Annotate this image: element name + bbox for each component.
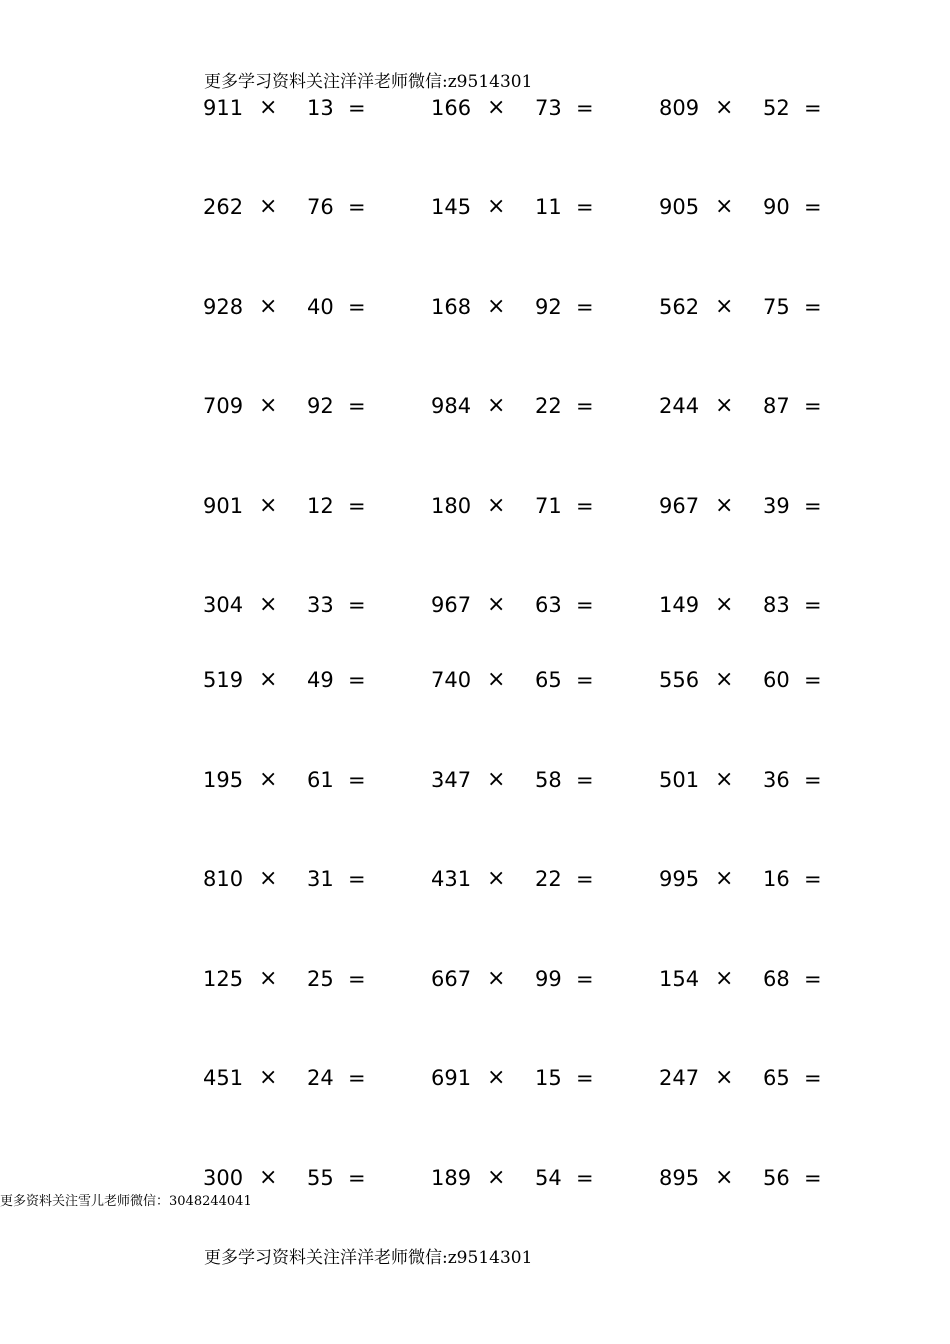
multiplicand: 667 <box>431 967 472 991</box>
multiplicand: 304 <box>203 593 244 617</box>
multiplicand: 451 <box>203 1066 244 1090</box>
times-sign: × <box>487 1065 506 1090</box>
times-sign: × <box>259 966 278 991</box>
times-sign: × <box>259 592 278 617</box>
times-sign: × <box>259 393 278 418</box>
multiplier: 25 <box>307 967 334 991</box>
times-sign: × <box>715 667 734 692</box>
multiplicand: 995 <box>659 867 700 891</box>
equals-sign: = <box>804 494 822 518</box>
multiplicand: 501 <box>659 768 700 792</box>
equals-sign: = <box>576 668 594 692</box>
equals-sign: = <box>804 867 822 891</box>
times-sign: × <box>487 493 506 518</box>
times-sign: × <box>715 1165 734 1190</box>
multiplicand: 166 <box>431 96 472 120</box>
multiplier: 56 <box>763 1166 790 1190</box>
equals-sign: = <box>576 394 594 418</box>
problem-row <box>0 1063 950 1093</box>
equals-sign: = <box>348 593 366 617</box>
times-sign: × <box>487 592 506 617</box>
multiplier: 49 <box>307 668 334 692</box>
equals-sign: = <box>804 195 822 219</box>
multiplicand: 145 <box>431 195 472 219</box>
equals-sign: = <box>576 1066 594 1090</box>
multiplicand: 247 <box>659 1066 700 1090</box>
times-sign: × <box>715 95 734 120</box>
equals-sign: = <box>576 295 594 319</box>
multiplicand: 984 <box>431 394 472 418</box>
times-sign: × <box>715 194 734 219</box>
equals-sign: = <box>576 96 594 120</box>
times-sign: × <box>259 1165 278 1190</box>
times-sign: × <box>715 493 734 518</box>
times-sign: × <box>487 866 506 891</box>
multiplicand: 347 <box>431 768 472 792</box>
multiplicand: 967 <box>659 494 700 518</box>
multiplier: 63 <box>535 593 562 617</box>
multiplicand: 149 <box>659 593 700 617</box>
equals-sign: = <box>576 494 594 518</box>
multiplier: 16 <box>763 867 790 891</box>
multiplicand: 195 <box>203 768 244 792</box>
equals-sign: = <box>348 668 366 692</box>
multiplicand: 709 <box>203 394 244 418</box>
equals-sign: = <box>576 195 594 219</box>
multiplier: 71 <box>535 494 562 518</box>
times-sign: × <box>715 866 734 891</box>
problem-row <box>0 292 950 322</box>
multiplier: 75 <box>763 295 790 319</box>
times-sign: × <box>259 493 278 518</box>
multiplicand: 180 <box>431 494 472 518</box>
multiplicand: 556 <box>659 668 700 692</box>
times-sign: × <box>487 767 506 792</box>
times-sign: × <box>259 767 278 792</box>
multiplier: 73 <box>535 96 562 120</box>
multiplicand: 262 <box>203 195 244 219</box>
equals-sign: = <box>348 1066 366 1090</box>
multiplier: 52 <box>763 96 790 120</box>
times-sign: × <box>487 294 506 319</box>
equals-sign: = <box>576 1166 594 1190</box>
equals-sign: = <box>348 867 366 891</box>
equals-sign: = <box>348 195 366 219</box>
equals-sign: = <box>348 768 366 792</box>
times-sign: × <box>715 966 734 991</box>
equals-sign: = <box>804 1066 822 1090</box>
multiplier: 33 <box>307 593 334 617</box>
multiplier: 24 <box>307 1066 334 1090</box>
times-sign: × <box>487 966 506 991</box>
problem-row <box>0 491 950 521</box>
times-sign: × <box>715 592 734 617</box>
multiplicand: 740 <box>431 668 472 692</box>
equals-sign: = <box>804 394 822 418</box>
multiplier: 11 <box>535 195 562 219</box>
multiplier: 90 <box>763 195 790 219</box>
times-sign: × <box>715 1065 734 1090</box>
problem-row <box>0 391 950 421</box>
multiplicand: 431 <box>431 867 472 891</box>
times-sign: × <box>487 95 506 120</box>
multiplier: 22 <box>535 867 562 891</box>
multiplier: 39 <box>763 494 790 518</box>
multiplier: 12 <box>307 494 334 518</box>
problem-row <box>0 93 950 123</box>
header-note: 更多学习资料关注洋洋老师微信:z9514301 <box>204 72 533 92</box>
multiplier: 60 <box>763 668 790 692</box>
multiplier: 61 <box>307 768 334 792</box>
problem-row <box>0 765 950 795</box>
multiplicand: 519 <box>203 668 244 692</box>
equals-sign: = <box>576 867 594 891</box>
times-sign: × <box>715 294 734 319</box>
multiplicand: 168 <box>431 295 472 319</box>
problem-row <box>0 665 950 695</box>
equals-sign: = <box>348 1166 366 1190</box>
problem-row <box>0 964 950 994</box>
multiplicand: 300 <box>203 1166 244 1190</box>
multiplier: 87 <box>763 394 790 418</box>
equals-sign: = <box>348 295 366 319</box>
times-sign: × <box>259 294 278 319</box>
multiplier: 68 <box>763 967 790 991</box>
multiplicand: 809 <box>659 96 700 120</box>
multiplicand: 967 <box>431 593 472 617</box>
multiplicand: 901 <box>203 494 244 518</box>
multiplier: 83 <box>763 593 790 617</box>
footer-note: 更多学习资料关注洋洋老师微信:z9514301 <box>204 1248 533 1268</box>
multiplicand: 810 <box>203 867 244 891</box>
multiplicand: 905 <box>659 195 700 219</box>
multiplier: 65 <box>535 668 562 692</box>
multiplier: 65 <box>763 1066 790 1090</box>
multiplier: 99 <box>535 967 562 991</box>
equals-sign: = <box>348 96 366 120</box>
times-sign: × <box>715 767 734 792</box>
equals-sign: = <box>576 593 594 617</box>
problem-row <box>0 590 950 620</box>
multiplicand: 562 <box>659 295 700 319</box>
equals-sign: = <box>348 967 366 991</box>
multiplicand: 911 <box>203 96 244 120</box>
equals-sign: = <box>804 1166 822 1190</box>
times-sign: × <box>259 95 278 120</box>
equals-sign: = <box>804 593 822 617</box>
multiplicand: 895 <box>659 1166 700 1190</box>
times-sign: × <box>487 393 506 418</box>
equals-sign: = <box>804 668 822 692</box>
multiplier: 36 <box>763 768 790 792</box>
times-sign: × <box>259 1065 278 1090</box>
equals-sign: = <box>804 96 822 120</box>
times-sign: × <box>259 866 278 891</box>
equals-sign: = <box>576 967 594 991</box>
multiplicand: 154 <box>659 967 700 991</box>
multiplier: 58 <box>535 768 562 792</box>
problem-row <box>0 192 950 222</box>
equals-sign: = <box>804 295 822 319</box>
times-sign: × <box>259 194 278 219</box>
multiplier: 92 <box>307 394 334 418</box>
times-sign: × <box>487 667 506 692</box>
times-sign: × <box>487 194 506 219</box>
equals-sign: = <box>348 494 366 518</box>
times-sign: × <box>259 667 278 692</box>
multiplicand: 189 <box>431 1166 472 1190</box>
times-sign: × <box>715 393 734 418</box>
multiplicand: 125 <box>203 967 244 991</box>
side-note: 更多资料关注雪儿老师微信：3048244041 <box>0 1194 252 1209</box>
equals-sign: = <box>348 394 366 418</box>
multiplicand: 244 <box>659 394 700 418</box>
times-sign: × <box>487 1165 506 1190</box>
multiplier: 13 <box>307 96 334 120</box>
multiplier: 92 <box>535 295 562 319</box>
multiplier: 55 <box>307 1166 334 1190</box>
multiplier: 31 <box>307 867 334 891</box>
problem-row <box>0 864 950 894</box>
equals-sign: = <box>804 967 822 991</box>
multiplier: 54 <box>535 1166 562 1190</box>
equals-sign: = <box>804 768 822 792</box>
multiplier: 15 <box>535 1066 562 1090</box>
equals-sign: = <box>576 768 594 792</box>
problem-row <box>0 1163 950 1193</box>
multiplier: 76 <box>307 195 334 219</box>
multiplicand: 928 <box>203 295 244 319</box>
multiplier: 22 <box>535 394 562 418</box>
multiplicand: 691 <box>431 1066 472 1090</box>
multiplier: 40 <box>307 295 334 319</box>
